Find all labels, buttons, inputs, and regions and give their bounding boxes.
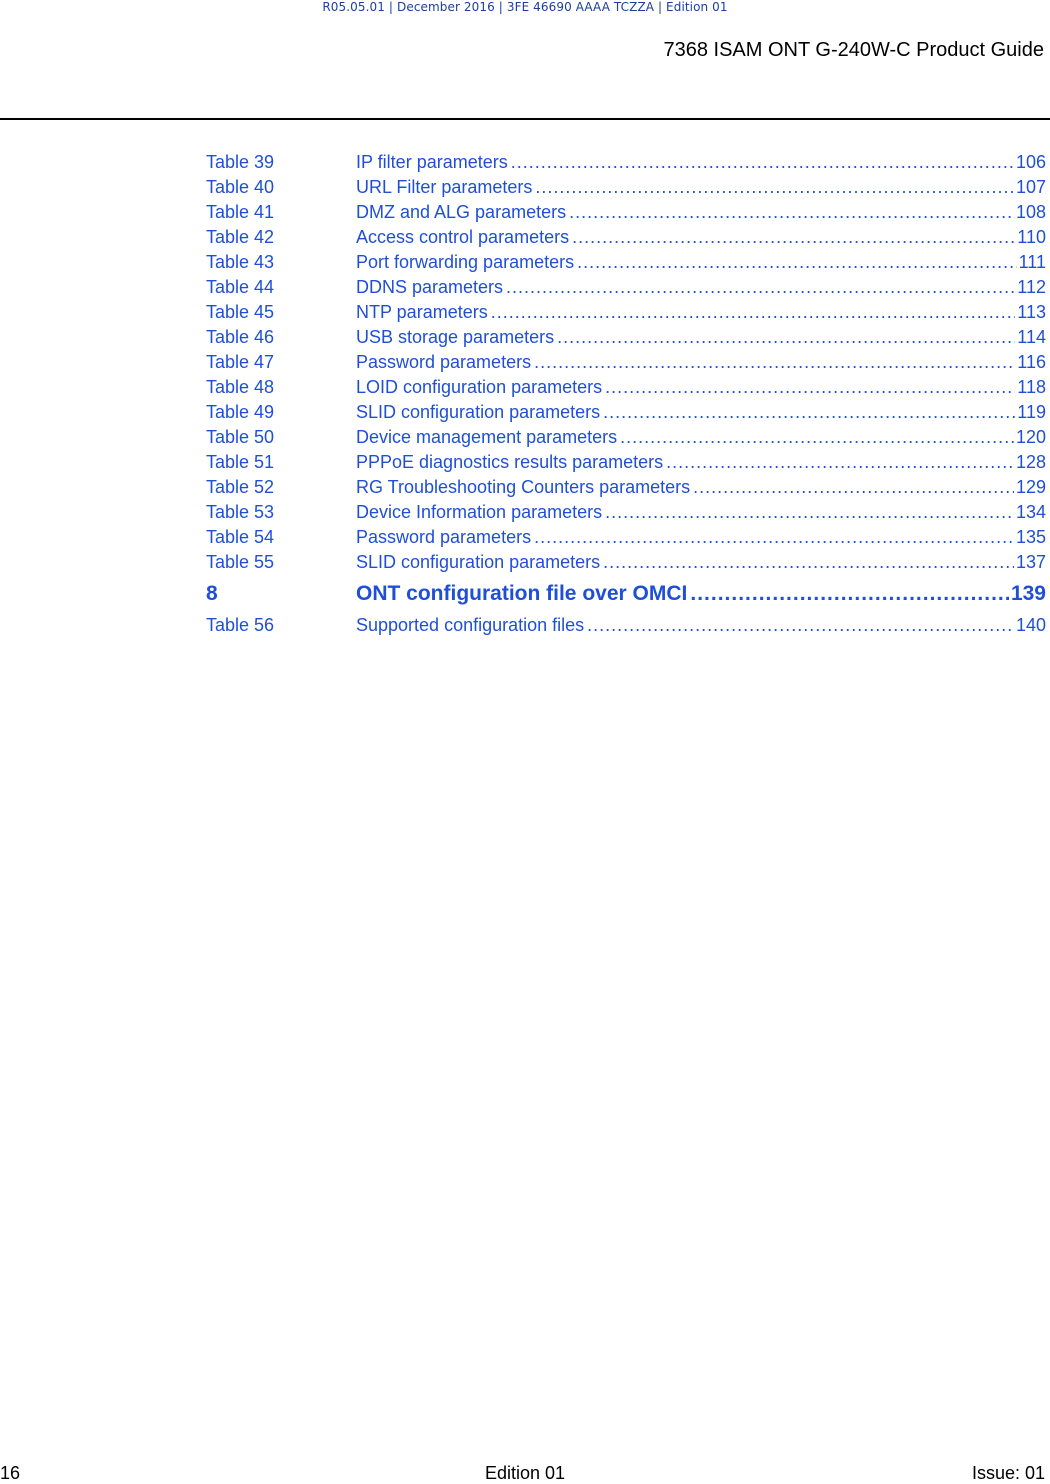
toc-entry-page: 135: [1015, 527, 1046, 547]
toc-entry-link[interactable]: [356, 550, 1046, 575]
toc-entry-page: 139: [1010, 582, 1046, 605]
toc-entry-number: Table 46: [206, 327, 275, 347]
toc-dot-leader: [603, 550, 1014, 575]
toc-table-entry[interactable]: [206, 250, 1046, 275]
toc-entry-link[interactable]: [356, 450, 1046, 475]
toc-entry-title: Supported configuration files: [356, 615, 585, 635]
toc-entry-number: Table 45: [206, 302, 275, 322]
toc-entry-number: Table 39: [206, 152, 275, 172]
toc-dot-leader: [535, 175, 1014, 200]
toc-entry-link[interactable]: [356, 613, 1046, 638]
document-banner: R05.05.01 | December 2016 | 3FE 46690 AAAA TCZZA | Edition 01: [322, 0, 728, 14]
toc-entry-page: 106: [1015, 152, 1046, 172]
toc-entry-link[interactable]: [356, 150, 1046, 175]
toc-entry-page: 119: [1017, 402, 1046, 422]
toc-table-entry[interactable]: [206, 450, 1046, 475]
toc-entry-link[interactable]: [356, 250, 1046, 275]
toc-entry-title: LOID configuration parameters: [356, 377, 603, 397]
toc-entry-number: Table 44: [206, 277, 275, 297]
toc-entry-number: Table 42: [206, 227, 275, 247]
toc-entry-page: 111: [1018, 252, 1046, 272]
toc-entry-number: Table 56: [206, 615, 275, 635]
header-divider: [0, 118, 1050, 120]
toc-dot-leader: [690, 575, 1009, 613]
toc-entry-page: 112: [1017, 277, 1046, 297]
toc-table-entry[interactable]: [206, 175, 1046, 200]
toc-dot-leader: [491, 300, 1016, 325]
footer-page-number: 16: [0, 1463, 21, 1483]
toc-entry-title: NTP parameters: [356, 302, 488, 322]
toc-entry-number: Table 47: [206, 352, 275, 372]
toc-entry-title: PPPoE diagnostics results parameters: [356, 452, 664, 472]
toc-entry-page: 116: [1017, 352, 1046, 372]
toc-dot-leader: [605, 500, 1014, 525]
toc-entry-title: Password parameters: [356, 352, 532, 372]
toc-table-entry[interactable]: [206, 350, 1046, 375]
toc-entry-page: 107: [1015, 177, 1046, 197]
toc-table-entry[interactable]: [206, 525, 1046, 550]
toc-entry-title: Access control parameters: [356, 227, 570, 247]
toc-entry-link[interactable]: [356, 275, 1046, 300]
toc-dot-leader: [620, 425, 1014, 450]
toc-entry-page: 110: [1017, 227, 1046, 247]
toc-entry-link[interactable]: [356, 300, 1046, 325]
toc-table-entry[interactable]: [206, 425, 1046, 450]
toc-table-entry[interactable]: [206, 550, 1046, 575]
toc-dot-leader: [693, 475, 1014, 500]
toc-entry-title: USB storage parameters: [356, 327, 555, 347]
toc-chapter-entry[interactable]: [206, 575, 1046, 613]
toc-entry-number: Table 43: [206, 252, 275, 272]
toc-entry-number: Table 52: [206, 477, 275, 497]
toc-entry-page: 140: [1015, 615, 1046, 635]
toc-entry-number: Table 50: [206, 427, 275, 447]
toc-dot-leader: [605, 375, 1015, 400]
toc-entry-number: Table 54: [206, 527, 275, 547]
toc-entry-link[interactable]: [356, 500, 1046, 525]
toc-dot-leader: [534, 350, 1015, 375]
toc-entry-link[interactable]: [356, 200, 1046, 225]
toc-entry-title: Password parameters: [356, 527, 532, 547]
toc-entry-title: ONT configuration file over OMCI: [356, 582, 688, 605]
toc-entry-page: 114: [1017, 327, 1046, 347]
toc-table-entry[interactable]: [206, 150, 1046, 175]
toc-table-entry[interactable]: [206, 325, 1046, 350]
toc-entry-page: 129: [1015, 477, 1046, 497]
toc-dot-leader: [577, 250, 1017, 275]
footer-edition: Edition 01: [484, 1463, 566, 1483]
footer-issue: Issue: 01: [971, 1463, 1045, 1483]
toc-dot-leader: [511, 150, 1014, 175]
toc-entry-title: Port forwarding parameters: [356, 252, 575, 272]
toc-entry-title: SLID configuration parameters: [356, 552, 601, 572]
toc-table-entry[interactable]: [206, 200, 1046, 225]
toc-entry-number: Table 41: [206, 202, 275, 222]
toc-table-entry[interactable]: [206, 300, 1046, 325]
toc-entry-title: URL Filter parameters: [356, 177, 533, 197]
toc-entry-link[interactable]: [356, 375, 1046, 400]
toc-entry-page: 113: [1017, 302, 1046, 322]
toc-entry-number: Table 48: [206, 377, 275, 397]
toc-entry-link[interactable]: [356, 350, 1046, 375]
toc-entry-link[interactable]: [356, 175, 1046, 200]
toc-dot-leader: [666, 450, 1014, 475]
toc-entry-link[interactable]: [356, 425, 1046, 450]
toc-entry-page: 128: [1015, 452, 1046, 472]
toc-table-entry[interactable]: [206, 225, 1046, 250]
toc-table-entry[interactable]: [206, 500, 1046, 525]
toc-dot-leader: [587, 613, 1014, 638]
toc-entry-link[interactable]: [356, 400, 1046, 425]
toc-dot-leader: [572, 225, 1015, 250]
toc-table-entry[interactable]: [206, 400, 1046, 425]
toc-dot-leader: [603, 400, 1015, 425]
toc-entry-number: Table 53: [206, 502, 275, 522]
toc-entry-page: 108: [1015, 202, 1046, 222]
toc-entry-number: Table 40: [206, 177, 275, 197]
toc-entry-page: 134: [1015, 502, 1046, 522]
toc-entry-page: 120: [1015, 427, 1046, 447]
document-title: 7368 ISAM ONT G-240W-C Product Guide: [663, 39, 1044, 61]
toc-entry-link[interactable]: [356, 575, 1046, 613]
toc-table-entry[interactable]: [206, 375, 1046, 400]
toc-entry-title: RG Troubleshooting Counters parameters: [356, 477, 691, 497]
toc-entry-page: 118: [1017, 377, 1046, 397]
toc-entry-number: Table 49: [206, 402, 275, 422]
toc-table-entry[interactable]: [206, 475, 1046, 500]
toc-entry-title: DMZ and ALG parameters: [356, 202, 567, 222]
toc-table-entry[interactable]: [206, 613, 1046, 638]
toc-entry-page: 137: [1015, 552, 1046, 572]
toc-entry-link[interactable]: [356, 225, 1046, 250]
toc-entry-title: IP filter parameters: [356, 152, 508, 172]
toc-dot-leader: [557, 325, 1015, 350]
toc-entry-number: Table 51: [206, 452, 275, 472]
toc-entry-title: Device management parameters: [356, 427, 618, 447]
toc-entry-number: Table 55: [206, 552, 275, 572]
toc-dot-leader: [506, 275, 1015, 300]
toc-entry-title: DDNS parameters: [356, 277, 504, 297]
toc-entry-link[interactable]: [356, 475, 1046, 500]
toc-entry-link[interactable]: [356, 325, 1046, 350]
toc-list: [206, 150, 1046, 638]
toc-entry-link[interactable]: [356, 525, 1046, 550]
toc-entry-title: SLID configuration parameters: [356, 402, 601, 422]
toc-dot-leader: [569, 200, 1014, 225]
toc-entry-title: Device Information parameters: [356, 502, 603, 522]
toc-dot-leader: [534, 525, 1014, 550]
toc-entry-number: 8: [206, 582, 218, 605]
toc-table-entry[interactable]: [206, 275, 1046, 300]
